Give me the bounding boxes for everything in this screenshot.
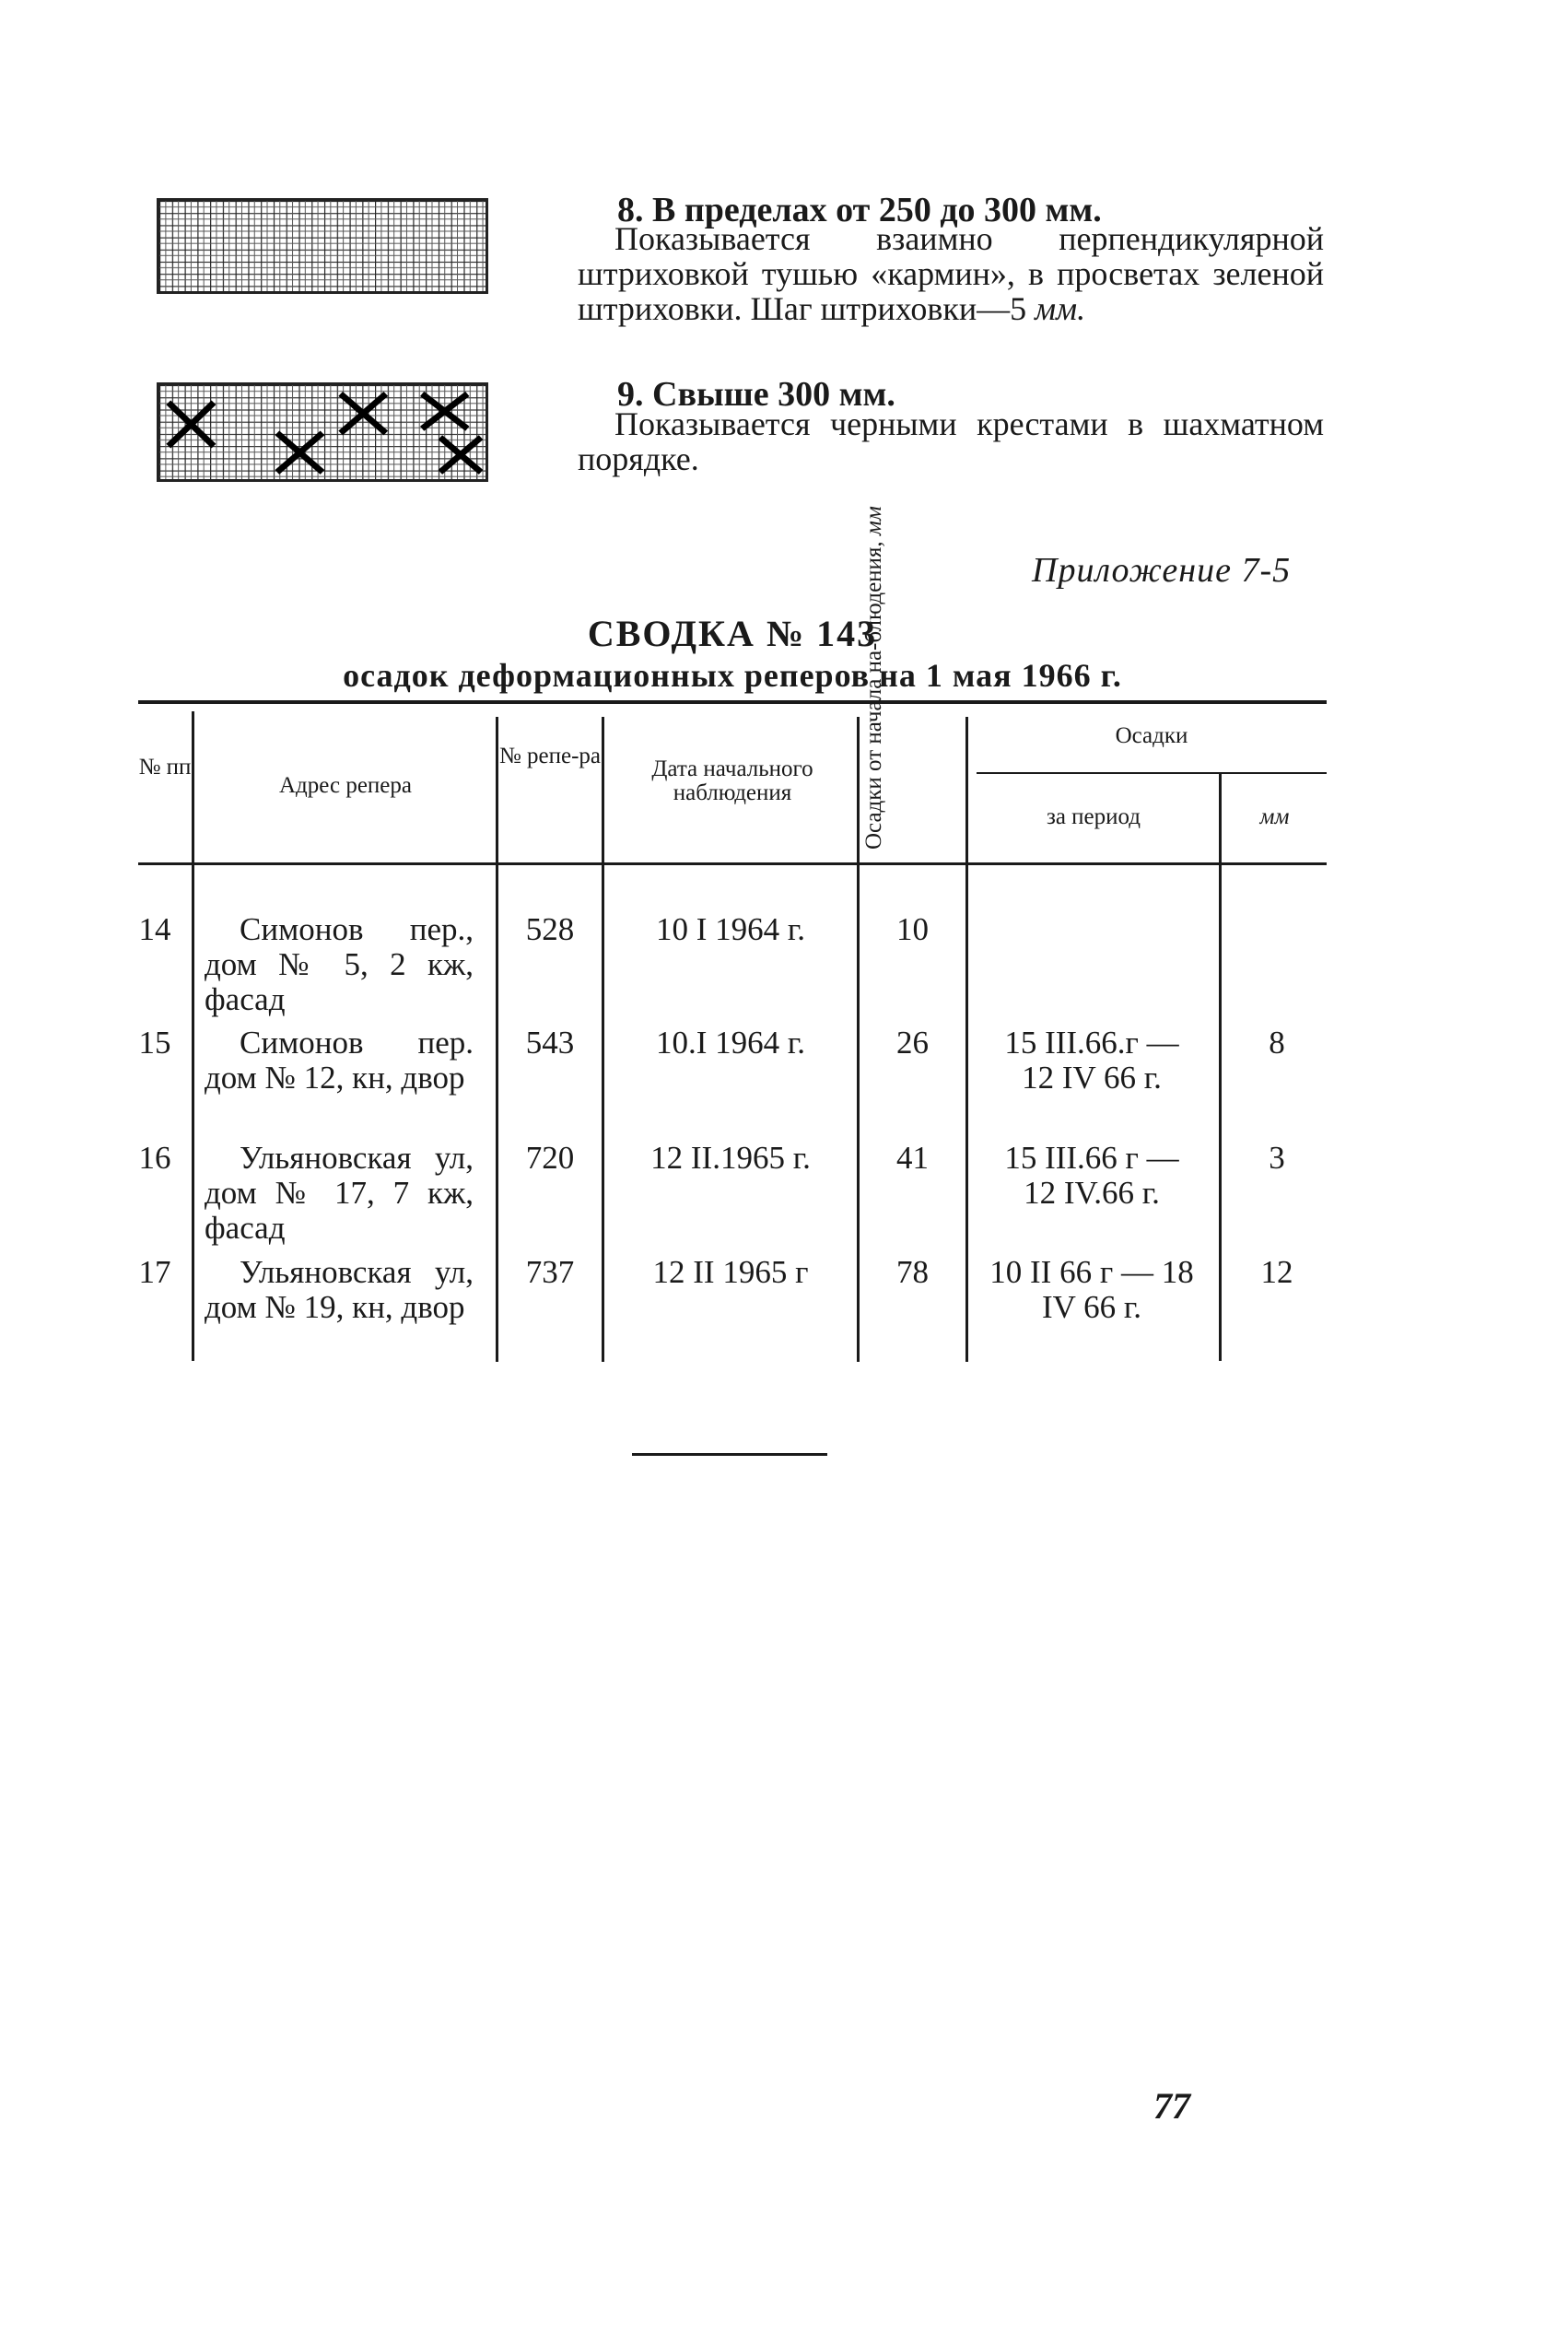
row-16-period: 15 III.66 г — 12 IV.66 г.: [1004, 1140, 1179, 1211]
row-15-benchmark: 543: [525, 1025, 575, 1061]
header-address: Адрес репера: [278, 773, 412, 798]
header-since-start: [861, 506, 886, 850]
header-settlements: Осадки: [1115, 723, 1188, 748]
row-15-period: 15 III.66.г — 12 IV 66 г.: [1004, 1025, 1179, 1096]
document-subtitle: осадок деформационных реперов на 1 мая 1966 г.: [343, 657, 1122, 694]
appendix-label: Приложение 7-5: [1032, 551, 1292, 590]
row-14-date: 10 I 1964 г.: [655, 911, 806, 947]
table-top-rule: [138, 700, 1327, 704]
row-17-period: 10 II 66 г — 18 IV 66 г.: [989, 1254, 1194, 1325]
row-16-address: Ульяновская ул, дом № 17, 7 кж, фасад: [205, 1140, 474, 1246]
row-16-date: 12 II.1965 г.: [650, 1140, 811, 1176]
row-17-benchmark: 737: [525, 1254, 575, 1290]
header-since-start-text: Осадки от начала на-блюдения,: [861, 541, 886, 850]
document-title: СВОДКА № 143: [587, 613, 878, 654]
header-start-date: Дата начального наблюдения: [651, 756, 813, 805]
settlements-subrule: [977, 772, 1327, 774]
legend-item-9-body: [578, 406, 1324, 476]
legend-item-8-text: Показывается взаимно перпендикулярной штриховкой тушью «кармин», в просветах зеленой штриховки. Шаг штриховки—5: [578, 220, 1324, 327]
header-benchmark-no: № репе-ра: [498, 744, 602, 768]
row-14-no: 14: [138, 911, 171, 947]
end-rule: [632, 1453, 827, 1456]
row-14-benchmark: 528: [525, 911, 575, 947]
row-15-date: 10.I 1964 г.: [655, 1025, 806, 1061]
row-15-mm: 8: [1269, 1025, 1285, 1061]
table-header-rule: [138, 862, 1327, 865]
page-number: 77: [1153, 2085, 1190, 2127]
row-16-benchmark: 720: [525, 1140, 575, 1176]
header-period: за период: [1046, 804, 1141, 829]
row-17-no: 17: [138, 1254, 171, 1290]
col-divider-5: [965, 717, 968, 1362]
legend-item-8-unit: мм.: [1035, 290, 1086, 327]
row-16-mm: 3: [1269, 1140, 1285, 1176]
legend-item-9-heading: 9. Свыше 300 мм.: [617, 375, 895, 414]
header-mm: мм: [1259, 804, 1290, 829]
row-17-address: Ульяновская ул, дом № 19, кн, двор: [205, 1254, 474, 1325]
row-15-no: 15: [138, 1025, 171, 1061]
row-15-total: 26: [896, 1025, 929, 1061]
hatch-swatch-250-300: [157, 198, 488, 294]
row-16-total: 41: [896, 1140, 929, 1176]
legend-item-8-body: [578, 221, 1324, 326]
header-since-start-unit: мм: [861, 506, 886, 536]
legend-item-9-text: Показывается черными крестами в шахматном порядке.: [578, 405, 1324, 477]
row-14-total: 10: [896, 911, 929, 947]
row-17-total: 78: [896, 1254, 929, 1290]
row-17-date: 12 II 1965 г: [652, 1254, 809, 1290]
row-16-no: 16: [138, 1140, 171, 1176]
row-15-address: Симонов пер. дом № 12, кн, двор: [205, 1025, 474, 1096]
legend-item-8-heading: 8. В пределах от 250 до 300 мм.: [617, 191, 1102, 229]
row-17-mm: 12: [1260, 1254, 1293, 1290]
cross-swatch-over-300: [157, 382, 488, 482]
header-row-no: № пп: [138, 755, 192, 780]
col-divider-1: [192, 711, 194, 1361]
row-14-address: Симонов пер., дом № 5, 2 кж, фасад: [205, 911, 474, 1017]
